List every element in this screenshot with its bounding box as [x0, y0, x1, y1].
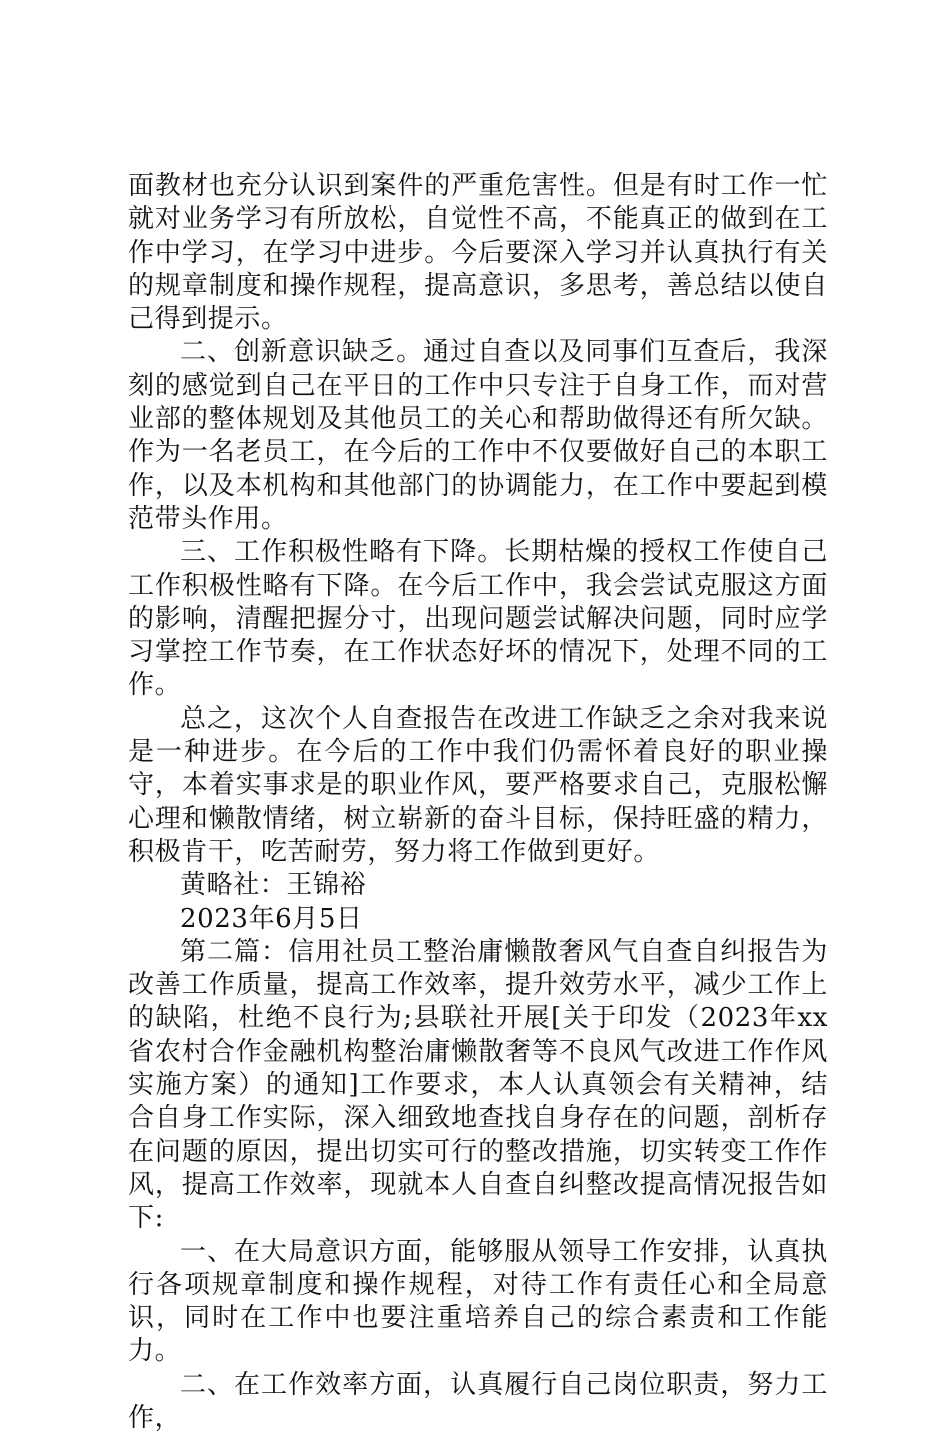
document-body — [128, 170, 828, 1435]
signature-line: 黄略社：王锦裕 — [180, 870, 367, 901]
paragraph-overall-awareness: 一、在大局意识方面，能够服从领导工作安排，认真执行各项规章制度和操作规程，对待工作有责任心和全局意识，同时在工作中也要注重培养自己的综合素责和工作能力。 — [128, 1236, 828, 1367]
paragraph-second-article: 第二篇：信用社员工整治庸懒散奢风气自查自纠报告为改善工作质量，提高工作效率，提升效劳水平，减少工作上的缺陷，杜绝不良行为;县联社开展[关于印发（2023年xx省农村合作金融机构整治庸懒散奢等不良风气改进工作作风实施方案）的通知]工作要求，本人认真领会有关精神，结合自身工作实际，深入细致地查找自身存在的问题，剖析存在问题的原因，提出切实可行的整改措施，切实转变工作作风，提高工作效率，现就本人自查自纠整改提高情况报告如下: — [128, 936, 828, 1234]
paragraph-continuation: 面教材也充分认识到案件的严重危害性。但是有时工作一忙就对业务学习有所放松，自觉性不高，不能真正的做到在工作中学习，在学习中进步。今后要深入学习并认真执行有关的规章制度和操作规程，提高意识，多思考，善总结以使自己得到提示。 — [128, 171, 828, 335]
paragraph-innovation: 二、创新意识缺乏。通过自查以及同事们互查后，我深刻的感觉到自己在平日的工作中只专注于自身工作，而对营业部的整体规划及其他员工的关心和帮助做得还有所欠缺。作为一名老员工，在今后的工作中不仅要做好自己的本职工作，以及本机构和其他部门的协调能力，在工作中要起到模范带头作用。 — [128, 337, 828, 534]
date-line: 2023年6月5日 — [180, 903, 363, 934]
paragraph-enthusiasm: 三、工作积极性略有下降。长期枯燥的授权工作使自己工作积极性略有下降。在今后工作中，我会尝试克服这方面的影响，清醒把握分寸，出现问题尝试解决问题，同时应学习掌控工作节奏，在工作状态好坏的情况下，处理不同的工作。 — [128, 537, 828, 701]
paragraph-work-efficiency: 二、在工作效率方面，认真履行自己岗位职责，努力工作， — [128, 1369, 828, 1433]
paragraph-summary: 总之，这次个人自查报告在改进工作缺乏之余对我来说是一种进步。在今后的工作中我们仍需怀着良好的职业操守，本着实事求是的职业作风，要严格要求自己，克服松懈心理和懒散情绪，树立崭新的奋斗目标，保持旺盛的精力，积极肯干，吃苦耐劳，努力将工作做到更好。 — [128, 703, 828, 867]
